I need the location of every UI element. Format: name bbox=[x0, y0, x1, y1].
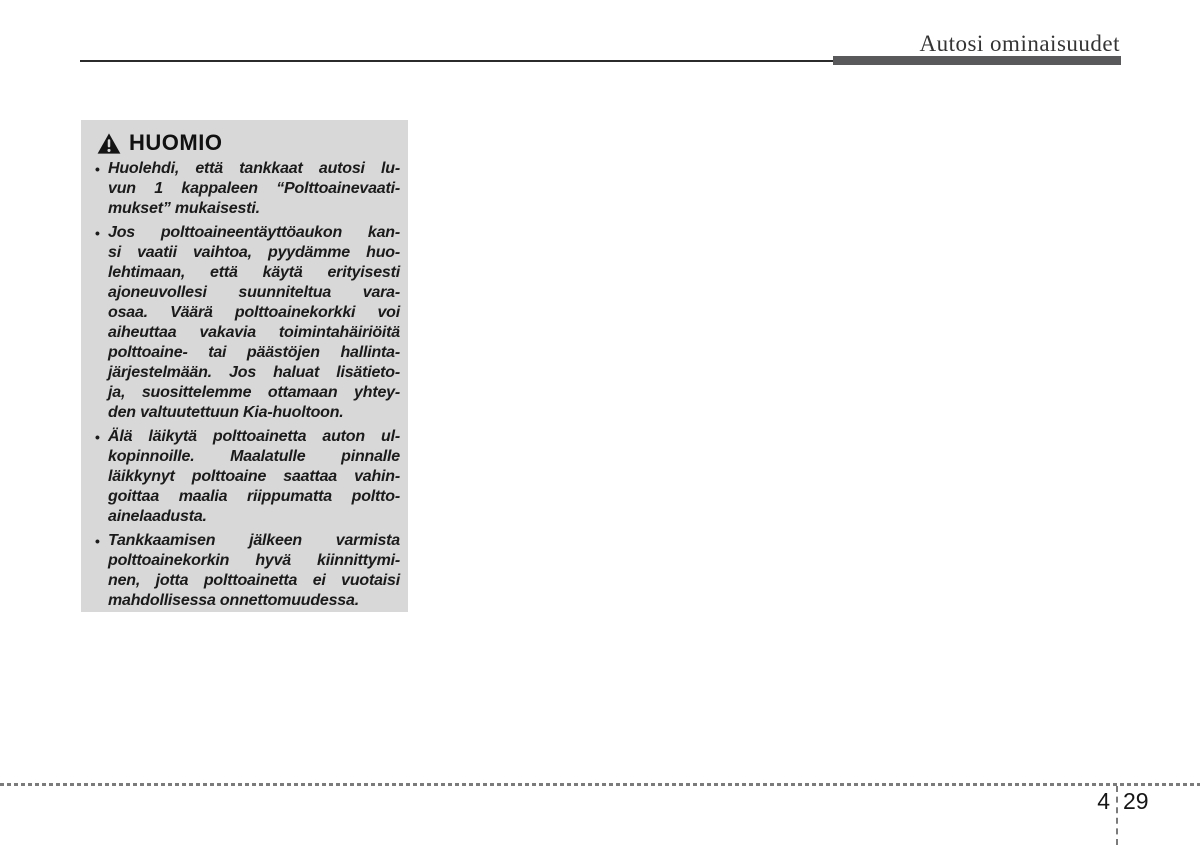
caution-bullet-list bbox=[93, 159, 400, 611]
text-line: polttoainekorkin hyvä kiinnittymi- bbox=[108, 552, 400, 569]
footer-dashed-rule bbox=[0, 783, 1200, 786]
chapter-number: 4 bbox=[1097, 788, 1110, 814]
text-line: goittaa maalia riippumatta poltto- bbox=[108, 488, 400, 505]
notice-bullet bbox=[93, 223, 400, 423]
bullet-text bbox=[108, 159, 400, 219]
text-line: Jos polttoaineentäyttöaukon kan- bbox=[108, 224, 400, 241]
bullet-text bbox=[108, 427, 400, 527]
text-line: läikkynyt polttoaine saattaa vahin- bbox=[108, 468, 400, 485]
text-line: kopinnoille. Maalatulle pinnalle bbox=[108, 448, 400, 465]
caution-title-row bbox=[97, 131, 400, 155]
text-line: ajoneuvollesi suunniteltua vara- bbox=[108, 284, 400, 301]
warning-triangle-icon bbox=[97, 133, 121, 154]
footer-vertical-dashed-rule bbox=[1116, 786, 1118, 845]
text-line: Huolehdi, että tankkaat autosi lu- bbox=[108, 160, 400, 177]
text-line: den valtuutettuun Kia-huoltoon. bbox=[108, 404, 344, 421]
text-line: osaa. Väärä polttoainekorkki voi bbox=[108, 304, 400, 321]
text-line: si vaatii vaihtoa, pyydämme huo- bbox=[108, 244, 400, 261]
bullet-marker-icon: • bbox=[95, 429, 100, 445]
header-rule-thick bbox=[833, 56, 1121, 65]
text-line: mahdollisessa onnettomuudessa. bbox=[108, 592, 359, 609]
section-title: Autosi ominaisuudet bbox=[919, 31, 1120, 56]
text-line: mukset” mukaisesti. bbox=[108, 200, 260, 217]
caution-title: HUOMIO bbox=[129, 130, 223, 155]
notice-bullet bbox=[93, 531, 400, 611]
text-line: Älä läikytä polttoainetta auton ul- bbox=[108, 428, 400, 445]
text-line: lehtimaan, että käytä erityisesti bbox=[108, 264, 400, 281]
page-number: 29 bbox=[1123, 788, 1149, 814]
text-line: ja, suosittelemme ottamaan yhtey- bbox=[108, 384, 400, 401]
text-line: ainelaadusta. bbox=[108, 508, 207, 525]
caution-box bbox=[81, 120, 408, 612]
bullet-marker-icon: • bbox=[95, 161, 100, 177]
text-line: järjestelmään. Jos haluat lisätieto- bbox=[108, 364, 400, 381]
notice-bullet bbox=[93, 427, 400, 527]
bullet-marker-icon: • bbox=[95, 225, 100, 241]
text-line: nen, jotta polttoainetta ei vuotaisi bbox=[108, 572, 400, 589]
bullet-marker-icon: • bbox=[95, 533, 100, 549]
bullet-text bbox=[108, 223, 400, 423]
bullet-text bbox=[108, 531, 400, 611]
text-line: Tankkaamisen jälkeen varmista bbox=[108, 532, 400, 549]
text-line: aiheuttaa vakavia toimintahäiriöitä bbox=[108, 324, 400, 341]
notice-bullet bbox=[93, 159, 400, 219]
text-line: vun 1 kappaleen “Polttoainevaati- bbox=[108, 180, 400, 197]
text-line: polttoaine- tai päästöjen hallinta- bbox=[108, 344, 400, 361]
